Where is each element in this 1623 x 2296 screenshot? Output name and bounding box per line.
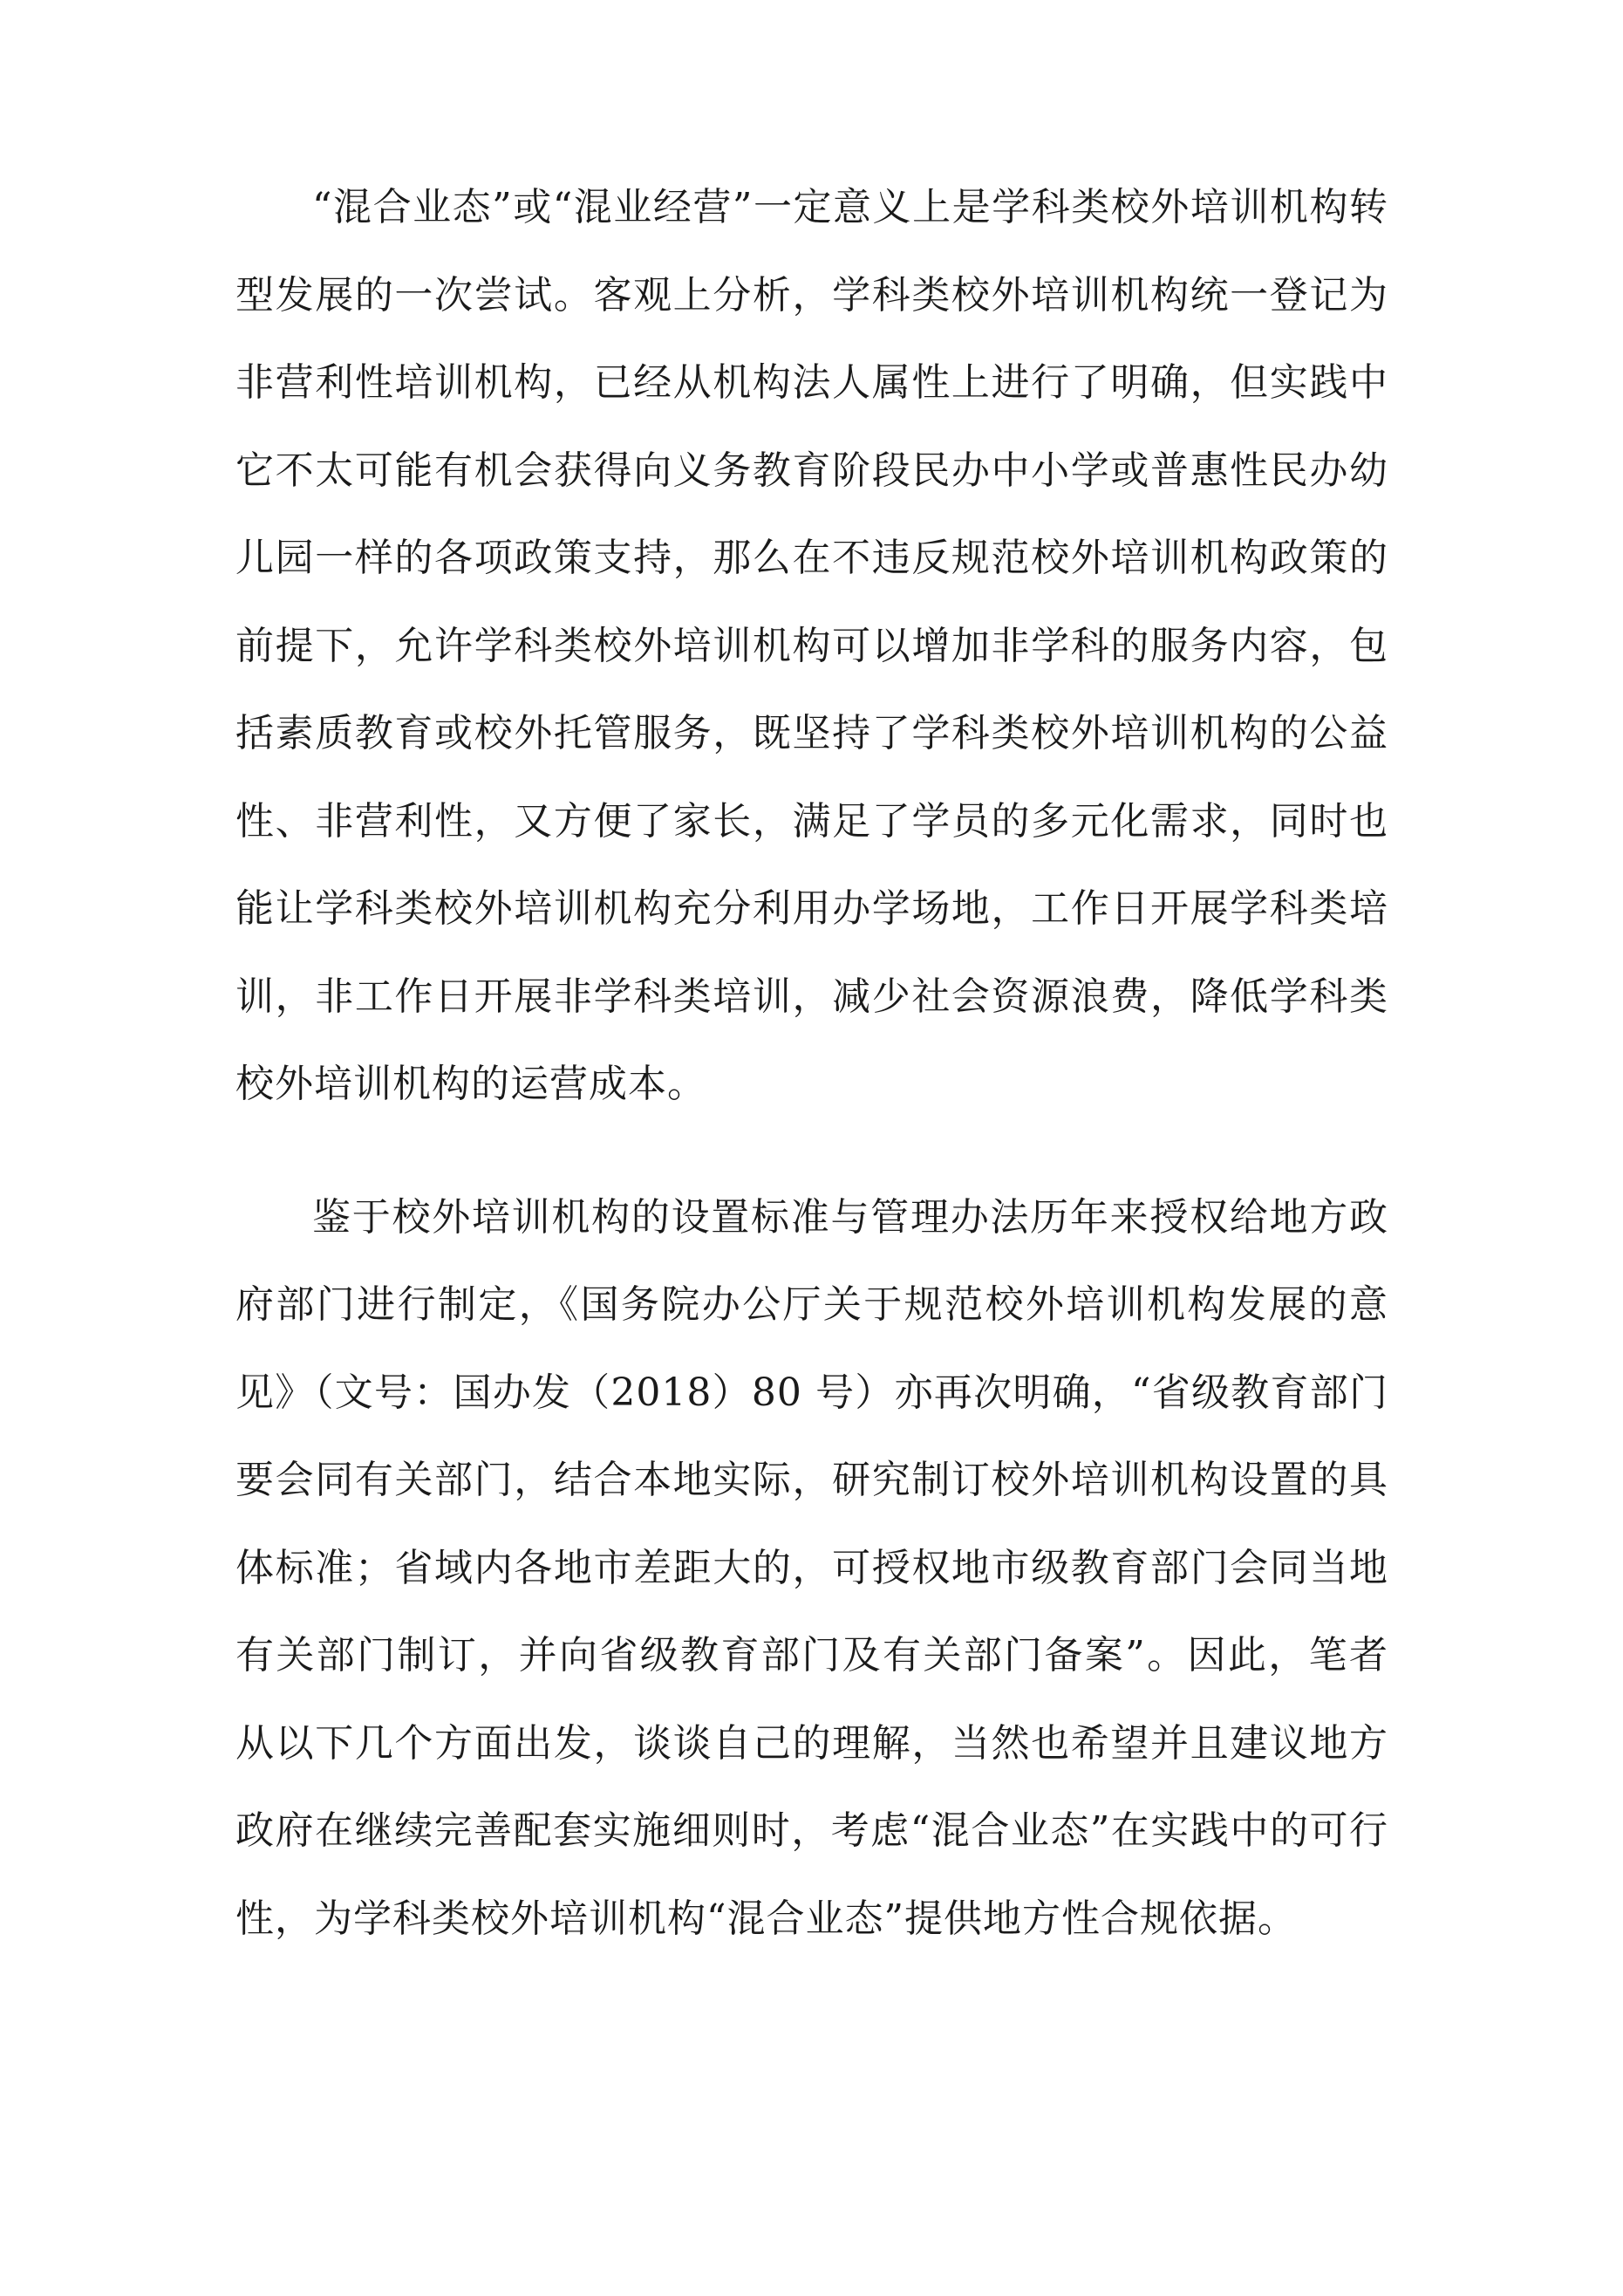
document-body (235, 164, 1388, 1963)
paragraph-2: 鉴于校外培训机构的设置标准与管理办法历年来授权给地方政府部门进行制定，《国务院办公厅关于规范校外培训机构发展的意见》（文号：国办发（2018）80 号）亦再次明确，“省级教育部门要会同有关部门，结合本地实际，研究制订校外培训机构设置的具体标准；省域内各地市差距大的，可授权地市级教育部门会同当地有关部门制订，并向省级教育部门及有关部门备案”。因此，笔者从以下几个方面出发，谈谈自己的理解，当然也希望并且建议地方政府在继续完善配套实施细则时，考虑“混合业态”在实践中的可行性，为学科类校外培训机构“混合业态”提供地方性合规依据。 (235, 1194, 1388, 1941)
paragraph-1: “混合业态”或“混业经营”一定意义上是学科类校外培训机构转型发展的一次尝试。客观上分析，学科类校外培训机构统一登记为非营利性培训机构，已经从机构法人属性上进行了明确，但实践中它不太可能有机会获得向义务教育阶段民办中小学或普惠性民办幼儿园一样的各项政策支持，那么在不违反规范校外培训机构政策的前提下，允许学科类校外培训机构可以增加非学科的服务内容，包括素质教育或校外托管服务，既坚持了学科类校外培训机构的公益性、非营利性，又方便了家长，满足了学员的多元化需求，同时也能让学科类校外培训机构充分利用办学场地，工作日开展学科类培训，非工作日开展非学科类培训，减少社会资源浪费，降低学科类校外培训机构的运营成本。 (235, 185, 1388, 1106)
